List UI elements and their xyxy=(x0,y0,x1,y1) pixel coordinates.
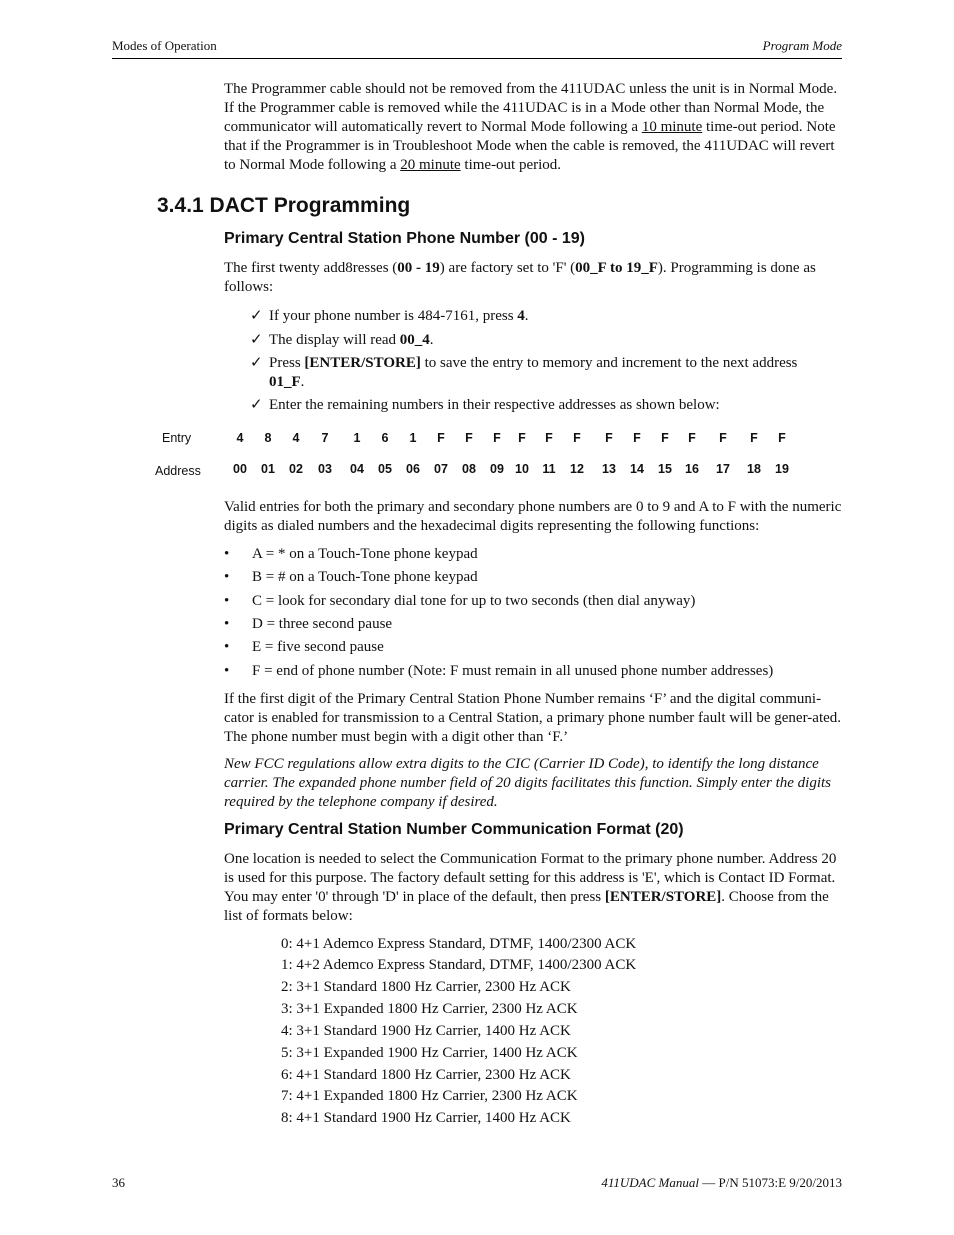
address-cell: 02 xyxy=(289,462,303,476)
step-4-text: Enter the remaining numbers in their respective addresses as shown below: xyxy=(269,397,720,413)
comm-format-paragraph xyxy=(224,850,842,926)
step-3-text-a: Press xyxy=(269,355,305,371)
format-option: 2: 3+1 Standard 1800 Hz Carrier, 2300 Hz ACK xyxy=(281,979,571,995)
entry-cell: F xyxy=(573,431,581,445)
entry-cell: F xyxy=(688,431,696,445)
function-text: D = three second pause xyxy=(252,616,393,632)
entry-cell: F xyxy=(719,431,727,445)
entry-cell: F xyxy=(633,431,641,445)
step-2 xyxy=(250,330,842,350)
step-3 xyxy=(250,353,842,392)
manual-title: 411UDAC Manual xyxy=(601,1175,699,1190)
step-3-key: [ENTER/STORE] xyxy=(304,355,421,371)
bullet-icon: • xyxy=(224,663,230,679)
entry-cell: F xyxy=(605,431,613,445)
format-option: 6: 4+1 Standard 1800 Hz Carrier, 2300 Hz ACK xyxy=(281,1067,571,1083)
comm-format-heading: Primary Central Station Number Communication Format (20) xyxy=(224,821,684,838)
address-cell: 18 xyxy=(747,462,761,476)
address-cell: 04 xyxy=(350,462,364,476)
bullet-icon: • xyxy=(224,639,230,655)
section-heading: 3.4.1 DACT Programming xyxy=(157,194,411,217)
cf-key: [ENTER/STORE] xyxy=(604,889,722,905)
address-cell: 11 xyxy=(542,462,556,476)
entry-cell: F xyxy=(437,431,445,445)
function-text: C = look for secondary dial tone for up to two seconds (then dial anyway) xyxy=(252,593,696,609)
address-cell: 13 xyxy=(602,462,616,476)
entry-cell: 1 xyxy=(409,431,417,445)
entry-cell: 4 xyxy=(236,431,244,445)
pp-text-c: ) are factory set to 'F' ( xyxy=(439,260,576,276)
entry-cell: F xyxy=(778,431,786,445)
entry-cell: 1 xyxy=(353,431,361,445)
checkmark-icon: ✓ xyxy=(250,353,263,371)
entry-cell: 4 xyxy=(292,431,300,445)
format-option: 5: 3+1 Expanded 1900 Hz Carrier, 1400 Hz ACK xyxy=(281,1045,578,1061)
entry-cell: 7 xyxy=(321,431,329,445)
entry-cell: F xyxy=(465,431,473,445)
step-2-end: . xyxy=(429,332,434,348)
address-cell: 15 xyxy=(658,462,672,476)
function-list-item xyxy=(224,662,842,681)
entry-cell: F xyxy=(518,431,526,445)
format-option: 3: 3+1 Expanded 1800 Hz Carrier, 2300 Hz ACK xyxy=(281,1001,578,1017)
step-1-text: If your phone number is 484-7161, press xyxy=(269,308,518,324)
pp-text-e: ). Programming is done as follows: xyxy=(224,260,816,295)
function-text: E = five second pause xyxy=(252,639,384,655)
step-4 xyxy=(250,395,842,415)
function-text: F = end of phone number (Note: F must remain in all unused phone number addresses) xyxy=(252,663,774,679)
valid-entries-paragraph: Valid entries for both the primary and secondary phone numbers are 0 to 9 and A to F with the numeric digits as dialed numbers and the hexadecimal digits representing the following functions: xyxy=(224,499,842,534)
address-cell: 07 xyxy=(434,462,448,476)
intro-paragraph xyxy=(224,80,842,175)
format-option: 8: 4+1 Standard 1900 Hz Carrier, 1400 Hz ACK xyxy=(281,1110,571,1126)
function-list-item xyxy=(224,615,842,634)
function-list-item xyxy=(224,545,842,564)
pp-text-a: The first twenty add8resses ( xyxy=(224,260,398,276)
intro-underline-2: 20 minute xyxy=(400,157,461,173)
intro-underline-1: 10 minute xyxy=(641,119,703,135)
format-option: 1: 4+2 Ademco Express Standard, DTMF, 1400/2300 ACK xyxy=(281,957,637,973)
address-cell: 12 xyxy=(570,462,584,476)
step-3-address: 01_F xyxy=(269,374,301,390)
part-number: — P/N 51073:E 9/20/2013 xyxy=(698,1175,842,1190)
intro-text-2: time-out period. Note that if the Programmer is in Troubleshoot Mode when the cable is removed, the 411UDAC will revert to Normal Mode following a xyxy=(224,119,836,173)
step-3-end: . xyxy=(300,374,305,390)
address-cell: 14 xyxy=(630,462,644,476)
step-1-end: . xyxy=(524,308,529,324)
checkmark-icon: ✓ xyxy=(250,395,263,413)
function-list-item xyxy=(224,592,842,611)
address-cell: 01 xyxy=(261,462,275,476)
address-cell: 03 xyxy=(318,462,332,476)
running-header-right: Program Mode xyxy=(762,38,842,53)
bullet-icon: • xyxy=(224,593,230,609)
address-cell: 00 xyxy=(233,462,247,476)
bullet-icon: • xyxy=(224,616,230,632)
running-header-left: Modes of Operation xyxy=(112,38,217,53)
format-option: 7: 4+1 Expanded 1800 Hz Carrier, 2300 Hz ACK xyxy=(281,1088,578,1104)
cf-text-c: . Choose from the list of formats below: xyxy=(224,889,829,924)
header-rule xyxy=(112,58,842,59)
pp-text-d: 00_F to 19_F xyxy=(575,260,658,276)
step-3-text-b: to save the entry to memory and increment to the next address xyxy=(420,355,798,371)
step-2-text: The display will read xyxy=(269,332,400,348)
checkmark-icon: ✓ xyxy=(250,330,263,348)
address-cell: 08 xyxy=(462,462,476,476)
address-cell: 19 xyxy=(775,462,789,476)
entry-cell: F xyxy=(750,431,758,445)
format-option: 0: 4+1 Ademco Express Standard, DTMF, 1400/2300 ACK xyxy=(281,936,637,952)
step-1 xyxy=(250,306,842,326)
primary-phone-heading: Primary Central Station Phone Number (00 - 19) xyxy=(224,230,585,247)
bullet-icon: • xyxy=(224,546,230,562)
bullet-icon: • xyxy=(224,569,230,585)
address-cell: 16 xyxy=(685,462,699,476)
format-option: 4: 3+1 Standard 1900 Hz Carrier, 1400 Hz ACK xyxy=(281,1023,571,1039)
fault-paragraph: If the first digit of the Primary Central Station Phone Number remains ‘F’ and the digital communi-cator is enabled for transmission to a Central Station, a primary phone number fault will be gener-ated. The phone number must begin with a digit other than ‘F.’ xyxy=(224,691,842,745)
page-number: 36 xyxy=(112,1175,125,1190)
address-cell: 09 xyxy=(490,462,504,476)
entry-cell: 8 xyxy=(264,431,272,445)
function-list-item xyxy=(224,568,842,587)
intro-text-3: time-out period. xyxy=(460,157,562,173)
address-cell: 10 xyxy=(515,462,529,476)
intro-text-1: The Programmer cable should not be removed from the 411UDAC unless the unit is in Normal Mode. If the Programmer cable is removed while the 411UDAC is in a Mode other than Normal Mode, the communicator will automatically revert to Normal Mode following a xyxy=(224,81,838,135)
address-cell: 17 xyxy=(716,462,730,476)
fcc-note: New FCC regulations allow extra digits to the CIC (Carrier ID Code), to identify the long distance carrier. The expanded phone number field of 20 digits facilitates this function. Simply enter the digits required by the telephone company if desired. xyxy=(224,756,832,810)
address-cell: 06 xyxy=(406,462,420,476)
pp-text-b: 00 - 19 xyxy=(397,260,440,276)
entry-cell: 6 xyxy=(381,431,389,445)
function-text: A = * on a Touch-Tone phone keypad xyxy=(252,546,478,562)
entry-cell: F xyxy=(493,431,501,445)
footer-doc-info xyxy=(601,1175,842,1191)
cf-text-a: One location is needed to select the Communication Format to the primary phone number. Address 20 is used for this purpose. The factory default setting for this address is 'E', which is Contact ID Format. You may enter '0' through 'D' in place of the default, then press xyxy=(224,851,837,905)
primary-phone-paragraph xyxy=(224,259,842,297)
entry-cell: F xyxy=(661,431,669,445)
step-1-key: 4 xyxy=(517,308,525,324)
entry-row-label: Entry xyxy=(162,431,192,445)
checkmark-icon: ✓ xyxy=(250,306,263,324)
function-list-item xyxy=(224,638,842,657)
entry-cell: F xyxy=(545,431,553,445)
address-row-label: Address xyxy=(155,464,201,478)
step-2-display: 00_4 xyxy=(399,332,430,348)
function-text: B = # on a Touch-Tone phone keypad xyxy=(252,569,478,585)
address-cell: 05 xyxy=(378,462,392,476)
